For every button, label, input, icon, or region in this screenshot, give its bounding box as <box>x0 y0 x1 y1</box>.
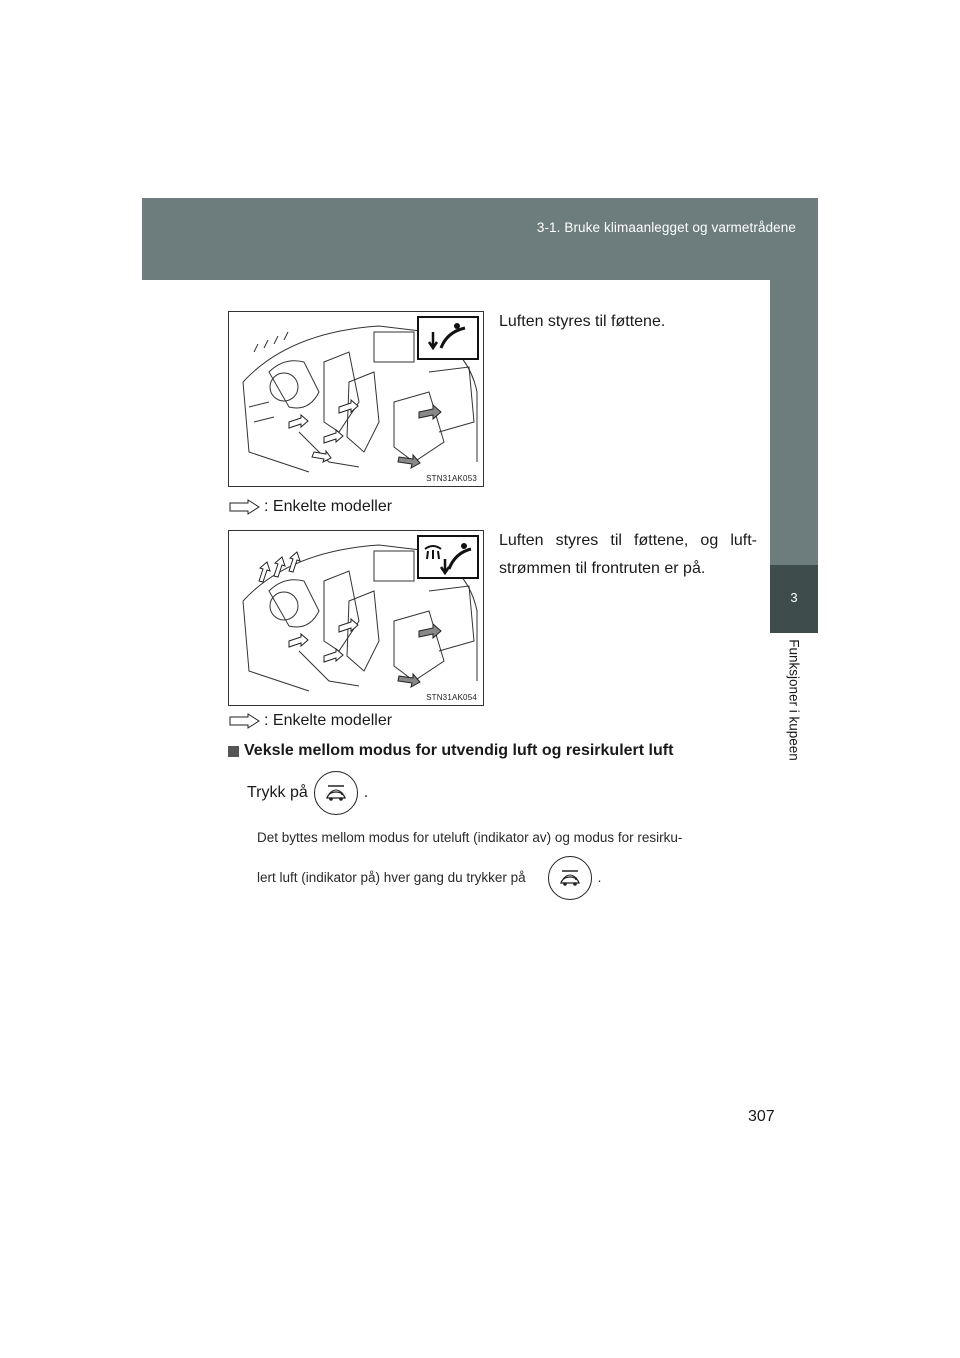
figure-description: Luften styres til føttene. <box>499 313 666 330</box>
press-prefix: Trykk på <box>247 784 308 801</box>
square-bullet-icon <box>228 746 239 757</box>
header-bar <box>142 198 818 280</box>
press-suffix: . <box>363 784 369 801</box>
side-tab <box>770 565 818 633</box>
info-suffix: . <box>597 870 602 885</box>
side-tab-number: 3 <box>790 590 798 605</box>
illustration-code: STN31AK053 <box>426 474 477 483</box>
feet-airflow-icon <box>417 316 479 360</box>
side-tab-label: Funksjoner i kupeen <box>786 639 802 761</box>
recirculation-button-icon <box>314 771 358 815</box>
info-line-2-row <box>257 856 601 900</box>
model-note-text: : Enkelte modeller <box>264 712 393 729</box>
feet-defrost-airflow-icon <box>417 535 479 579</box>
recirculation-button-icon <box>548 856 592 900</box>
model-note <box>228 712 392 730</box>
illustration-code: STN31AK054 <box>426 693 477 702</box>
section-heading <box>228 742 673 760</box>
illustration-feet-airflow <box>228 311 484 487</box>
arrow-icon <box>228 713 262 729</box>
press-instruction <box>247 771 368 815</box>
model-note-text: : Enkelte modeller <box>264 498 393 515</box>
info-line-1: Det byttes mellom modus for uteluft (indikator av) og modus for resirku- <box>257 830 683 845</box>
illustration-feet-defrost-airflow <box>228 530 484 706</box>
section-heading-text: Veksle mellom modus for utvendig luft og resirkulert luft <box>244 742 674 759</box>
info-line-2: lert luft (indikator på) hver gang du trykker på <box>257 870 526 885</box>
header-title: 3-1. Bruke klimaanlegget og varmetrådene <box>536 220 796 235</box>
side-tab-upper <box>770 280 818 565</box>
figure-description: Luften styres til føttene, og luft-strømmen til frontruten er på. <box>499 532 757 577</box>
page-number: 307 <box>748 1108 775 1125</box>
model-note <box>228 498 392 516</box>
arrow-icon <box>228 499 262 515</box>
